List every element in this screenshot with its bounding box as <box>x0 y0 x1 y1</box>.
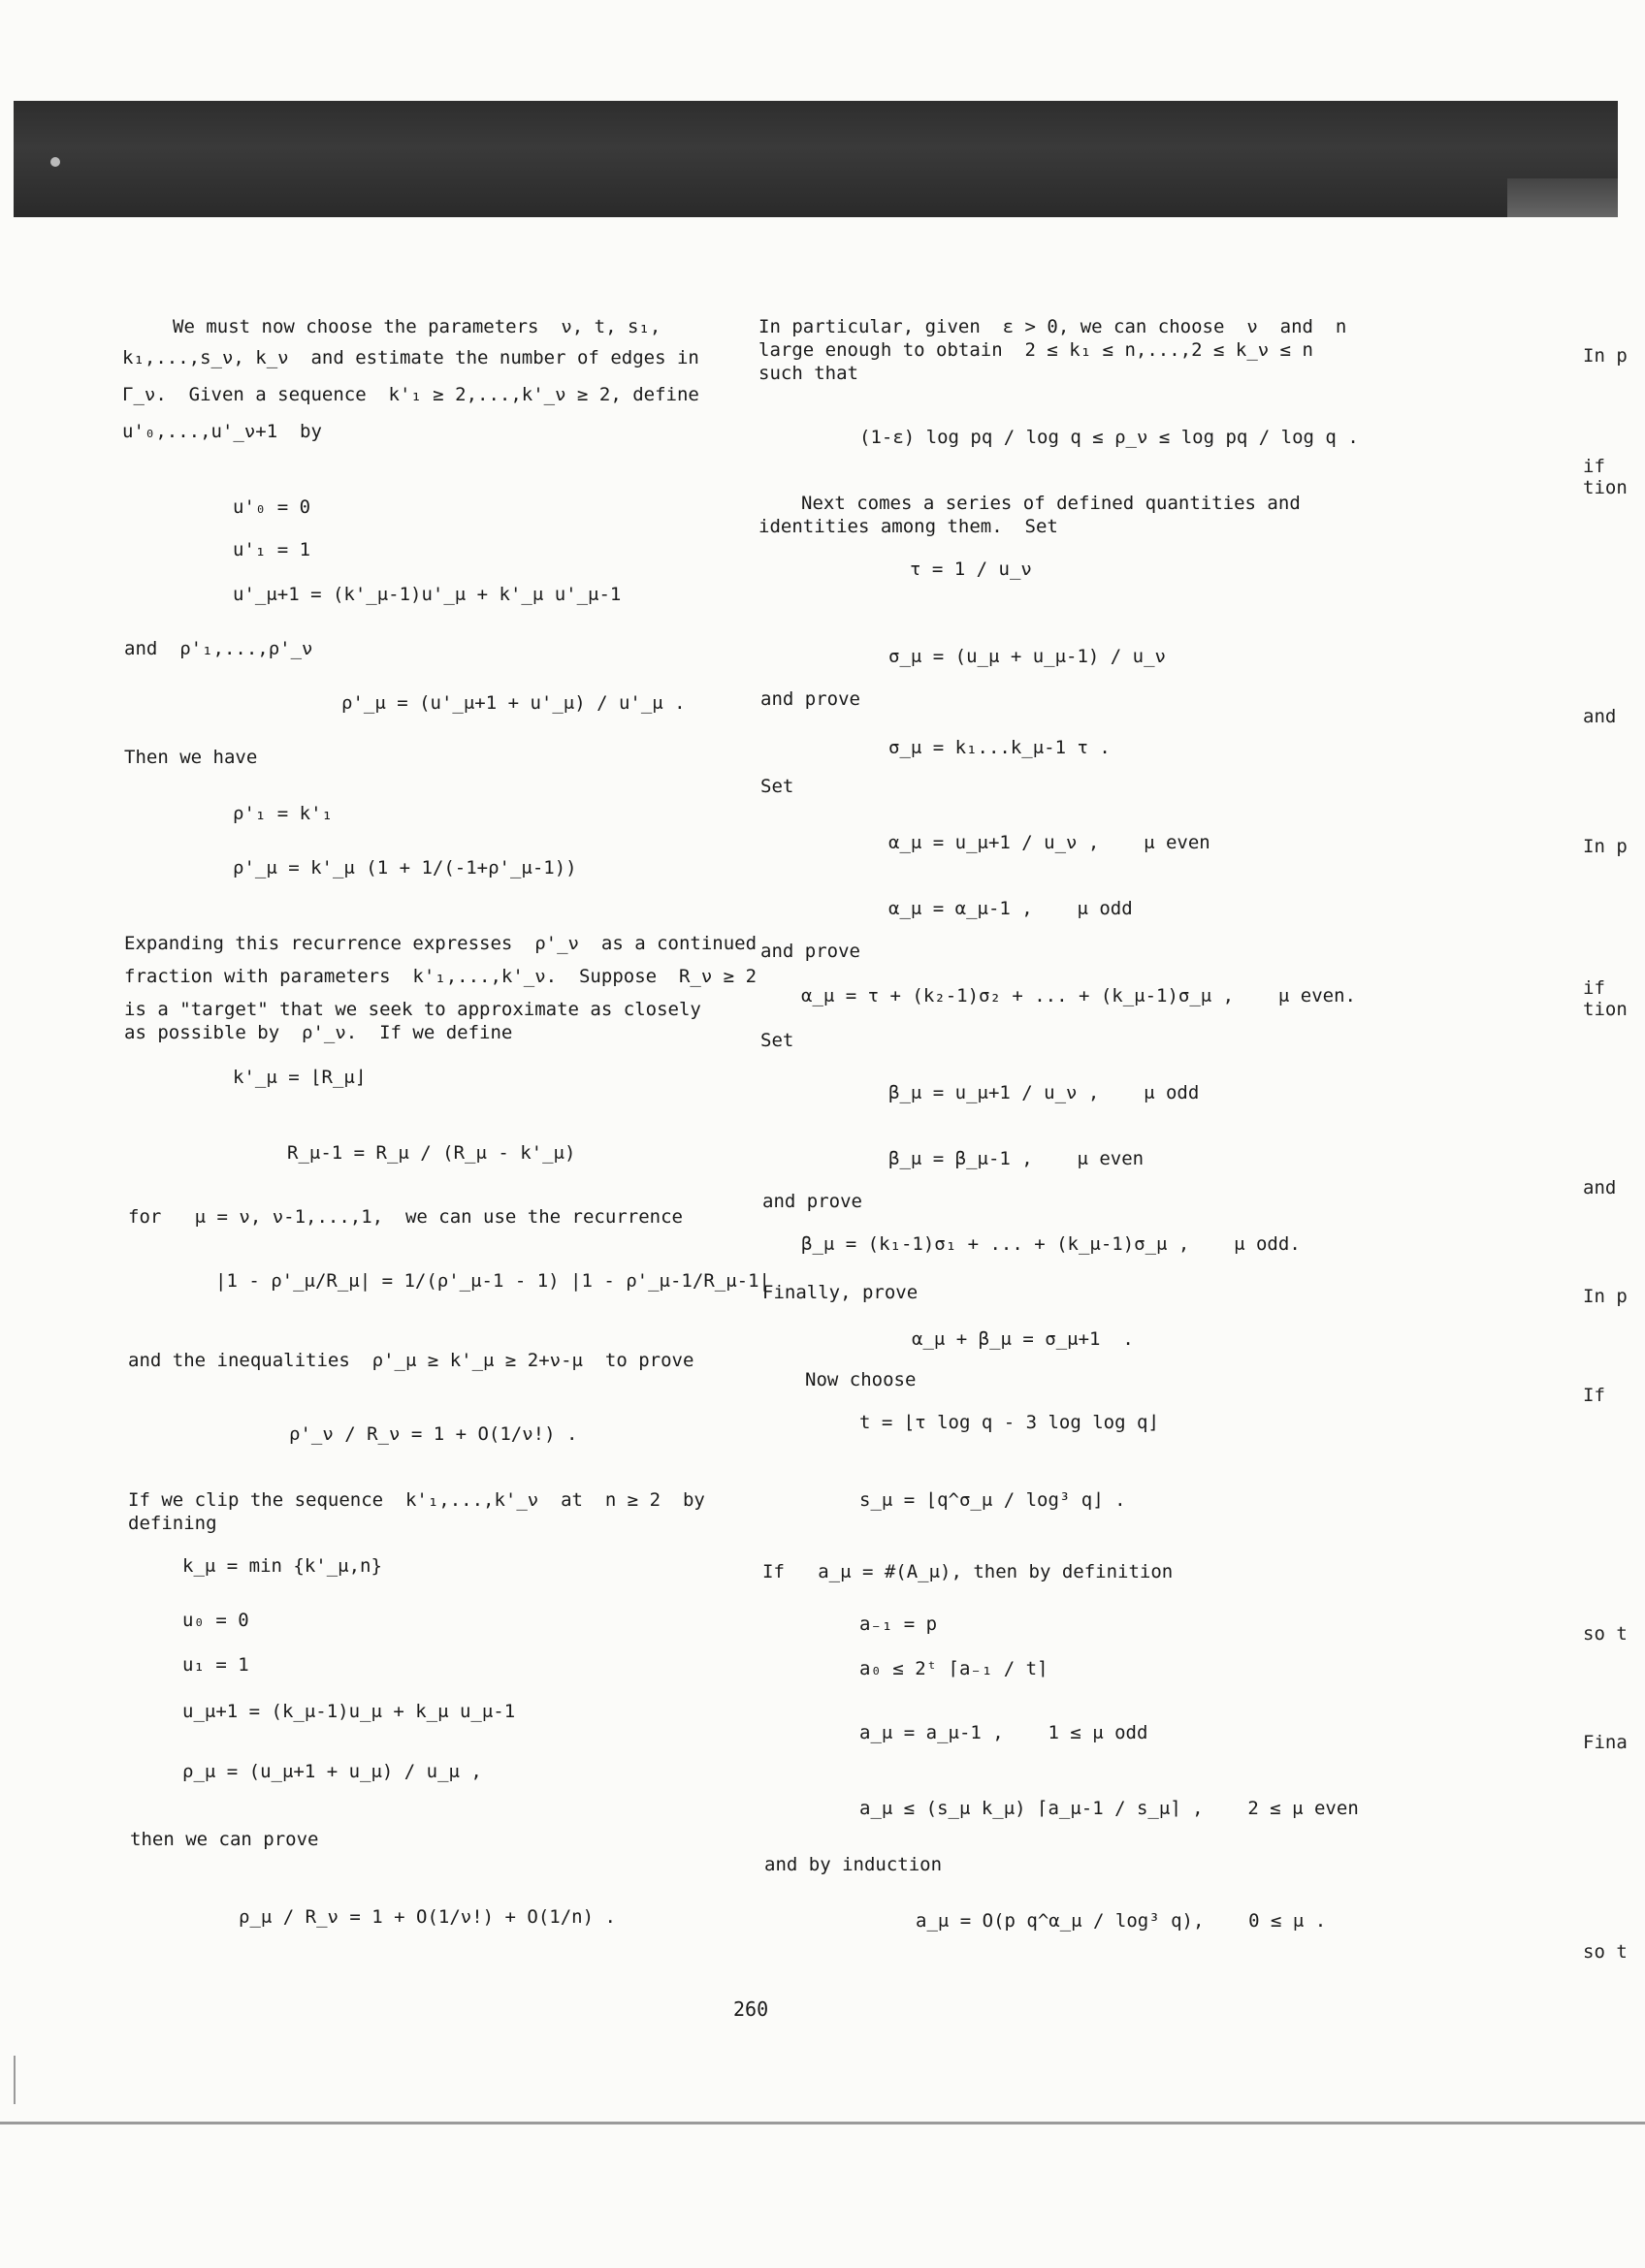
equation: u'₀ = 0 <box>233 496 311 518</box>
paragraph-line: is a "target" that we seek to approximate as closely <box>124 999 701 1020</box>
page-edge-line <box>0 2122 1645 2124</box>
paragraph-line: as possible by ρ'_ν. If we define <box>124 1022 513 1043</box>
equation: a_μ = a_μ-1 , 1 ≤ μ odd <box>859 1722 1148 1743</box>
page-number: 260 <box>733 1997 769 2021</box>
equation: τ = 1 / u_ν <box>910 559 1032 580</box>
paragraph-line: large enough to obtain 2 ≤ k₁ ≤ n,...,2 ≤ k_ν ≤ n <box>758 339 1313 361</box>
paragraph-line: Next comes a series of defined quantities and <box>801 493 1301 514</box>
equation: σ_μ = k₁...k_μ-1 τ . <box>888 737 1111 758</box>
paragraph-line: Now choose <box>805 1369 917 1390</box>
clipped-text: In p <box>1583 1286 1628 1307</box>
equation: ρ_μ / R_ν = 1 + O(1/ν!) + O(1/n) . <box>239 1906 616 1928</box>
equation: a₀ ≤ 2ᵗ ⌈a₋₁ / t⌉ <box>859 1658 1048 1679</box>
clipped-text: In p <box>1583 836 1628 857</box>
clipped-text: so t <box>1583 1941 1628 1963</box>
paragraph-line: In particular, given ε > 0, we can choose ν and n <box>758 316 1347 337</box>
clipped-text: If <box>1583 1385 1605 1406</box>
paragraph-line: such that <box>758 363 858 384</box>
equation: ρ'₁ = k'₁ <box>233 803 333 824</box>
equation: α_μ = τ + (k₂-1)σ₂ + ... + (k_μ-1)σ_μ , μ even. <box>801 985 1356 1006</box>
clipped-text: and <box>1583 706 1617 727</box>
equation: α_μ = u_μ+1 / u_ν , μ even <box>888 832 1210 853</box>
equation: k_μ = min {k'_μ,n} <box>182 1555 382 1577</box>
paragraph-line: Then we have <box>124 747 258 768</box>
equation: ρ'_μ = k'_μ (1 + 1/(-1+ρ'_μ-1)) <box>233 857 577 878</box>
equation: ρ_μ = (u_μ+1 + u_μ) / u_μ , <box>182 1761 482 1782</box>
equation: u₁ = 1 <box>182 1654 249 1676</box>
clipped-text: Fina <box>1583 1732 1628 1753</box>
paragraph-line: Finally, prove <box>762 1282 919 1303</box>
paragraph-line: and the inequalities ρ'_μ ≥ k'_μ ≥ 2+ν-μ to prove <box>128 1350 694 1371</box>
paragraph-line: and prove <box>760 941 860 962</box>
equation: β_μ = (k₁-1)σ₁ + ... + (k_μ-1)σ_μ , μ odd. <box>801 1233 1301 1255</box>
equation: σ_μ = (u_μ + u_μ-1) / u_ν <box>888 646 1166 667</box>
equation: u_μ+1 = (k_μ-1)u_μ + k_μ u_μ-1 <box>182 1701 516 1722</box>
paragraph-line: We must now choose the parameters ν, t, s₁, <box>173 316 661 337</box>
paragraph-line: and by induction <box>764 1854 943 1875</box>
paragraph-line: If we clip the sequence k'₁,...,k'_ν at n ≥ 2 by <box>128 1489 705 1511</box>
paragraph-line: defining <box>128 1513 217 1534</box>
equation: a_μ ≤ (s_μ k_μ) ⌈a_μ-1 / s_μ⌉ , 2 ≤ μ even <box>859 1798 1359 1819</box>
paragraph-line: identities among them. Set <box>758 516 1058 537</box>
equation: t = ⌊τ log q - 3 log log q⌋ <box>859 1412 1159 1433</box>
paragraph-line: for μ = ν, ν-1,...,1, we can use the recurrence <box>128 1206 683 1228</box>
equation: α_μ = α_μ-1 , μ odd <box>888 898 1133 919</box>
paragraph-line: and prove <box>760 688 860 710</box>
paragraph-line: Expanding this recurrence expresses ρ'_ν as a continued <box>124 933 758 954</box>
clipped-text: if <box>1583 977 1605 999</box>
clipped-text: and <box>1583 1177 1617 1198</box>
clipped-text: tion <box>1583 477 1628 498</box>
equation: α_μ + β_μ = σ_μ+1 . <box>912 1328 1134 1350</box>
paragraph-line: Γ_ν. Given a sequence k'₁ ≥ 2,...,k'_ν ≥ 2, define <box>122 384 699 405</box>
equation: u₀ = 0 <box>182 1610 249 1631</box>
equation: ρ'_ν / R_ν = 1 + O(1/ν!) . <box>289 1423 578 1445</box>
equation: s_μ = ⌊q^σ_μ / log³ q⌋ . <box>859 1489 1126 1511</box>
equation: |1 - ρ'_μ/R_μ| = 1/(ρ'_μ-1 - 1) |1 - ρ'_μ-1/R_μ-1| <box>215 1270 770 1292</box>
punch-hole <box>50 157 60 167</box>
paragraph-line: Set <box>760 776 794 797</box>
paragraph-line: If a_μ = #(A_μ), then by definition <box>762 1561 1174 1582</box>
page-edge-shadow <box>14 2056 16 2104</box>
equation: k'_μ = ⌊R_μ⌋ <box>233 1067 367 1088</box>
equation: (1-ε) log pq / log q ≤ ρ_ν ≤ log pq / log q . <box>859 427 1359 448</box>
scanner-shadow-band <box>14 101 1618 217</box>
equation: a₋₁ = p <box>859 1613 938 1635</box>
paragraph-line: and ρ'₁,...,ρ'_ν <box>124 638 313 659</box>
equation: β_μ = β_μ-1 , μ even <box>888 1148 1145 1169</box>
paragraph-line: then we can prove <box>130 1829 319 1850</box>
clipped-text: if <box>1583 456 1605 477</box>
clipped-text: so t <box>1583 1623 1628 1645</box>
equation: ρ'_μ = (u'_μ+1 + u'_μ) / u'_μ . <box>341 692 686 714</box>
equation: β_μ = u_μ+1 / u_ν , μ odd <box>888 1082 1200 1103</box>
paragraph-line: k₁,...,s_ν, k_ν and estimate the number of edges in <box>122 347 699 368</box>
clipped-text: In p <box>1583 345 1628 367</box>
paragraph-line: fraction with parameters k'₁,...,k'_ν. Suppose R_ν ≥ 2 <box>124 966 758 987</box>
equation: a_μ = O(p q^α_μ / log³ q), 0 ≤ μ . <box>916 1910 1327 1932</box>
clipped-text: tion <box>1583 999 1628 1020</box>
equation: u'_μ+1 = (k'_μ-1)u'_μ + k'_μ u'_μ-1 <box>233 584 622 605</box>
equation: R_μ-1 = R_μ / (R_μ - k'_μ) <box>287 1142 576 1164</box>
paragraph-line: u'₀,...,u'_ν+1 by <box>122 421 322 442</box>
paragraph-line: and prove <box>762 1191 862 1212</box>
equation: u'₁ = 1 <box>233 539 311 560</box>
paragraph-line: Set <box>760 1030 794 1051</box>
